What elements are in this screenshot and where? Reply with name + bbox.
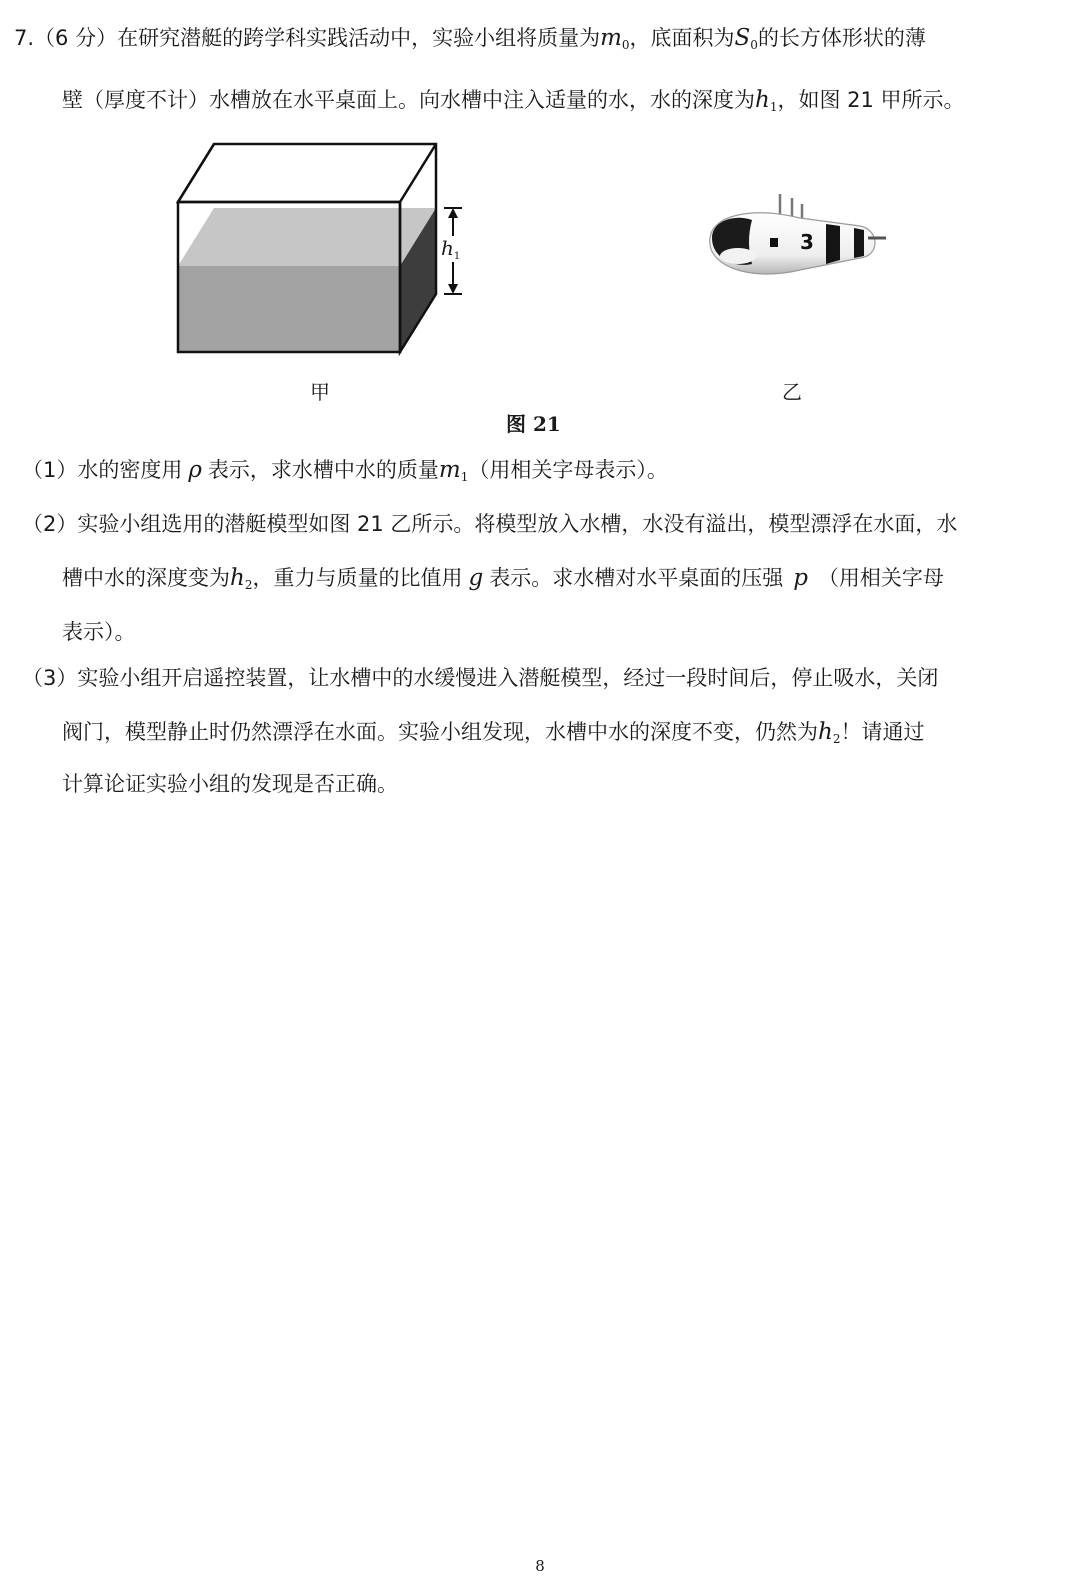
var-p: p [793,565,808,591]
submarine-nose-window [720,248,756,264]
figure-label-yi: 乙 [782,380,802,404]
submarine-porthole [770,238,778,247]
part-2-line-3: 表示）。 [62,620,136,644]
question-7-line-2: 壁（厚度不计）水槽放在水平桌面上。向水槽中注入适量的水，水的深度为$h_1$，如图 21 甲所示。 [62,87,965,114]
part-2-line-2: 槽中水的深度变为$h_2$，重力与质量的比值用 g 表示。求水槽对水平桌面的压强 p （用相关字母 [62,565,944,592]
water-top-surface [178,208,436,266]
water-front-face [178,266,400,352]
figure-label-jia: 甲 [310,380,330,404]
submarine-band-1 [826,224,840,264]
submarine-number: 3 [800,230,814,254]
submarine-band-2 [854,228,864,258]
part-3-line-3: 计算论证实验小组的发现是否正确。 [62,772,398,796]
var-g: g [468,565,484,591]
var-h2-part3: $h_2$ [818,719,841,746]
part-1-line: （1）水的密度用 ρ 表示，求水槽中水的质量$m_1$（用相关字母表示）。 [22,457,668,484]
part-2-line-1: （2）实验小组选用的潜艇模型如图 21 乙所示。将模型放入水槽，水没有溢出，模型漂浮在水面，水 [22,512,958,536]
question-7-line-1: 7.（6 分）在研究潜艇的跨学科实践活动中，实验小组将质量为$m_0$，底面积为$S_0$的长方体形状的薄 [14,25,926,52]
figure-title: 图 21 [506,412,561,436]
var-h2: $h_2$ [230,565,253,592]
figure-tank [170,136,480,366]
var-h1: $h_1$ [755,87,778,114]
var-m1: $m_1$ [438,457,469,484]
var-rho: ρ [188,457,202,483]
var-m0: $m_0$ [600,25,630,52]
figure-submarine [690,186,890,290]
var-s0: $S_0$ [734,25,758,52]
h1-label: $h_1$ [441,236,461,262]
part-3-line-2: 阀门，模型静止时仍然漂浮在水面。实验小组发现，水槽中水的深度不变，仍然为$h_2$！请通过 [62,719,925,746]
page-number: 8 [535,1557,545,1575]
part-3-line-1: （3）实验小组开启遥控装置，让水槽中的水缓慢进入潜艇模型，经过一段时间后，停止吸水，关闭 [22,666,939,690]
